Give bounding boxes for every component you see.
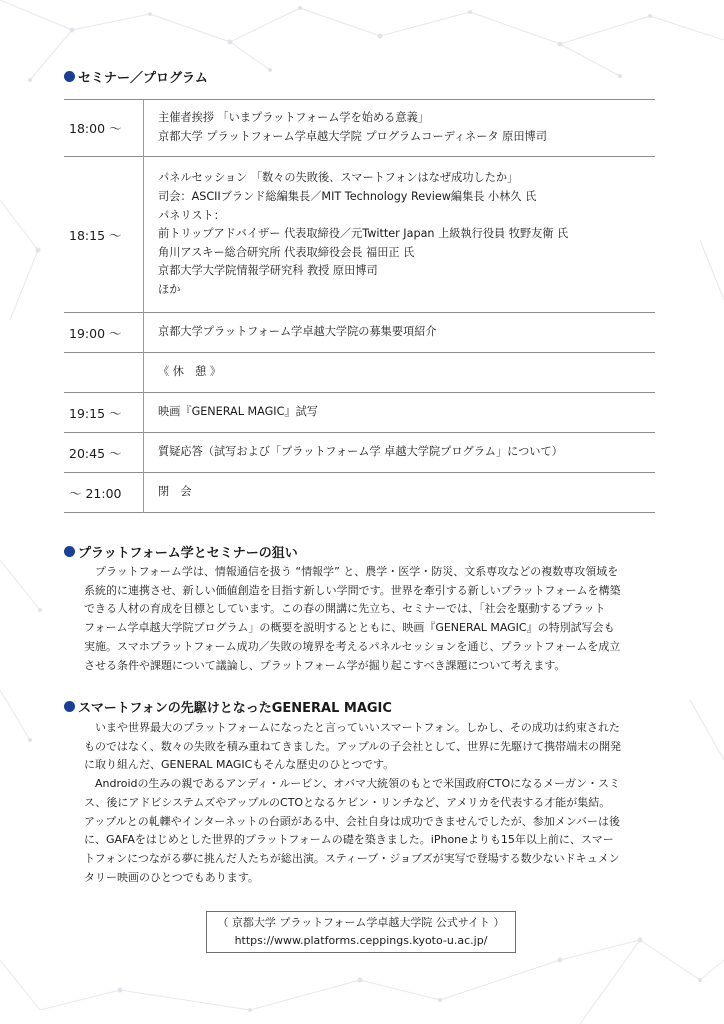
program-time: 18:00 ～ [69, 121, 122, 136]
program-time: 19:15 ～ [69, 405, 122, 421]
program-description [144, 353, 656, 393]
paragraph-line: タリー映画のひとつでもあります。 [84, 870, 259, 884]
paragraph-line: させる条件や課題について議論し、プラットフォーム学が掘り起こすべき課題について考えます。 [84, 658, 566, 672]
program-time: 20:45 ～ [69, 445, 122, 461]
bullet-icon [64, 701, 75, 712]
program-line: 閉 会 [158, 485, 192, 499]
paragraph-line: フォーム学卓越大学院プログラム」の概要を説明するとともに、映画『GENERAL MAGIC』の特別試写会も [84, 621, 615, 635]
program-heading [64, 67, 208, 86]
program-row [64, 433, 655, 473]
bullet-icon [64, 546, 75, 557]
program-row-break [64, 353, 655, 393]
program-row [64, 100, 655, 157]
program-line: 映画『GENERAL MAGIC』試写 [158, 405, 318, 419]
paragraph-line: Androidの生みの親であるアンディ・ルービン、オバマ大統領のもとで米国政府CTOになるメーガン・スミ [95, 777, 620, 791]
paragraph-line: アップルとの軋轢やインターネットの台頭がある中、会社自身は成功できませんでしたが、参加メンバーは後 [84, 814, 621, 828]
program-line: パネリスト： [158, 208, 225, 222]
paragraph-line: ス、後にアドビシステムズやアップルのCTOとなるケビン・リンチなど、アメリカを代表する才能が集結。 [84, 795, 611, 809]
program-line: 京都大学大学院情報学研究科 教授 原田博司 [158, 264, 378, 278]
program-line: 主催者挨拶 「いまプラットフォーム学を始める意義」 [158, 111, 429, 125]
program-description [144, 313, 656, 353]
program-heading-text: セミナー／プログラム [78, 71, 208, 86]
general-magic-heading-text: スマートフォンの先駆けとなったGENERAL MAGIC [78, 701, 392, 716]
program-time [64, 353, 144, 393]
program-row [64, 157, 655, 313]
paragraph-line: 実施。スマホプラットフォーム成功／失敗の境界を考えるパネルセッションを通じ、プラットフォームを成立 [84, 639, 621, 653]
general-magic-paragraph [84, 719, 660, 887]
program-table [64, 99, 655, 513]
paragraph-line: できる人材の育成を目標としています。この春の開講に先立ち、セミナーでは、「社会を駆動するプラット [84, 602, 606, 616]
bullet-icon [64, 71, 75, 82]
official-site-url[interactable]: https://www.platforms.ceppings.kyoto-u.ac.jp/ [234, 934, 488, 947]
paragraph-line: トフォンにつながる夢に挑んだ人たちが総出演。スティーブ・ジョブズが実写で登場する数少ないドキュメン [84, 851, 620, 865]
program-time: 19:00 ～ [69, 325, 122, 341]
program-line: 司会：ASCIIブランド総編集長／MIT Technology Review編集長 小林久 氏 [158, 190, 537, 204]
program-line: 京都大学 プラットフォーム学卓越大学院 プログラムコーディネータ 原田博司 [158, 130, 547, 143]
paragraph-line: に、GAFAをはじめとした世界的プラットフォームの礎を築きました。iPhoneよりも15年以上前に、スマー [84, 833, 614, 847]
aims-paragraph [84, 563, 660, 675]
program-line: ほか [158, 282, 181, 296]
program-description [144, 473, 656, 513]
program-description [144, 433, 656, 473]
aims-heading [64, 542, 298, 561]
paragraph-line: ものではなく、数々の失敗を積み重ねてきました。アップルの子会社として、世界に先駆けて携帯端末の開発 [84, 739, 622, 753]
official-site-box [206, 911, 516, 953]
program-row [64, 393, 655, 433]
paragraph-line: いまや世界最大のプラットフォームになったと言っていいスマートフォン。しかし、その成功は約束された [95, 721, 620, 734]
program-row [64, 473, 655, 513]
program-description [144, 157, 656, 313]
program-line: 前トリップアドバイザー 代表取締役／元Twitter Japan 上級執行役員 牧野友衛 氏 [158, 227, 569, 241]
official-site-title: （ 京都大学 プラットフォーム学卓越大学院 公式サイト ） [217, 916, 505, 929]
program-row [64, 313, 655, 353]
program-time: 18:15 ～ [69, 227, 122, 243]
general-magic-heading [64, 697, 392, 716]
program-line: 《 休 憩 》 [158, 365, 222, 379]
program-description [144, 393, 656, 433]
program-time: ～ 21:00 [69, 485, 122, 501]
paragraph-line: 系統的に連携させ、新しい価値創造を目指す新しい学問です。世界を牽引する新しいプラットフォームを構築 [84, 583, 621, 597]
paragraph-line: プラットフォーム学は、情報通信を扱う “情報学” と、農学・医学・防災、文系専攻などの複数専攻領域を [95, 565, 619, 578]
program-line: 京都大学プラットフォーム学卓越大学院の募集要項紹介 [158, 325, 437, 339]
paragraph-line: に取り組んだ、GENERAL MAGICもそんな歴史のひとつです。 [84, 758, 395, 772]
program-line: 質疑応答（試写および「プラットフォーム学 卓越大学院プログラム」について） [158, 445, 563, 459]
aims-heading-text: プラットフォーム学とセミナーの狙い [78, 546, 298, 561]
program-line: 角川アスキー総合研究所 代表取締役会長 福田正 氏 [158, 245, 415, 259]
program-description [144, 100, 656, 157]
program-line: パネルセッション 「数々の失敗後、スマートフォンはなぜ成功したか」 [158, 171, 519, 185]
